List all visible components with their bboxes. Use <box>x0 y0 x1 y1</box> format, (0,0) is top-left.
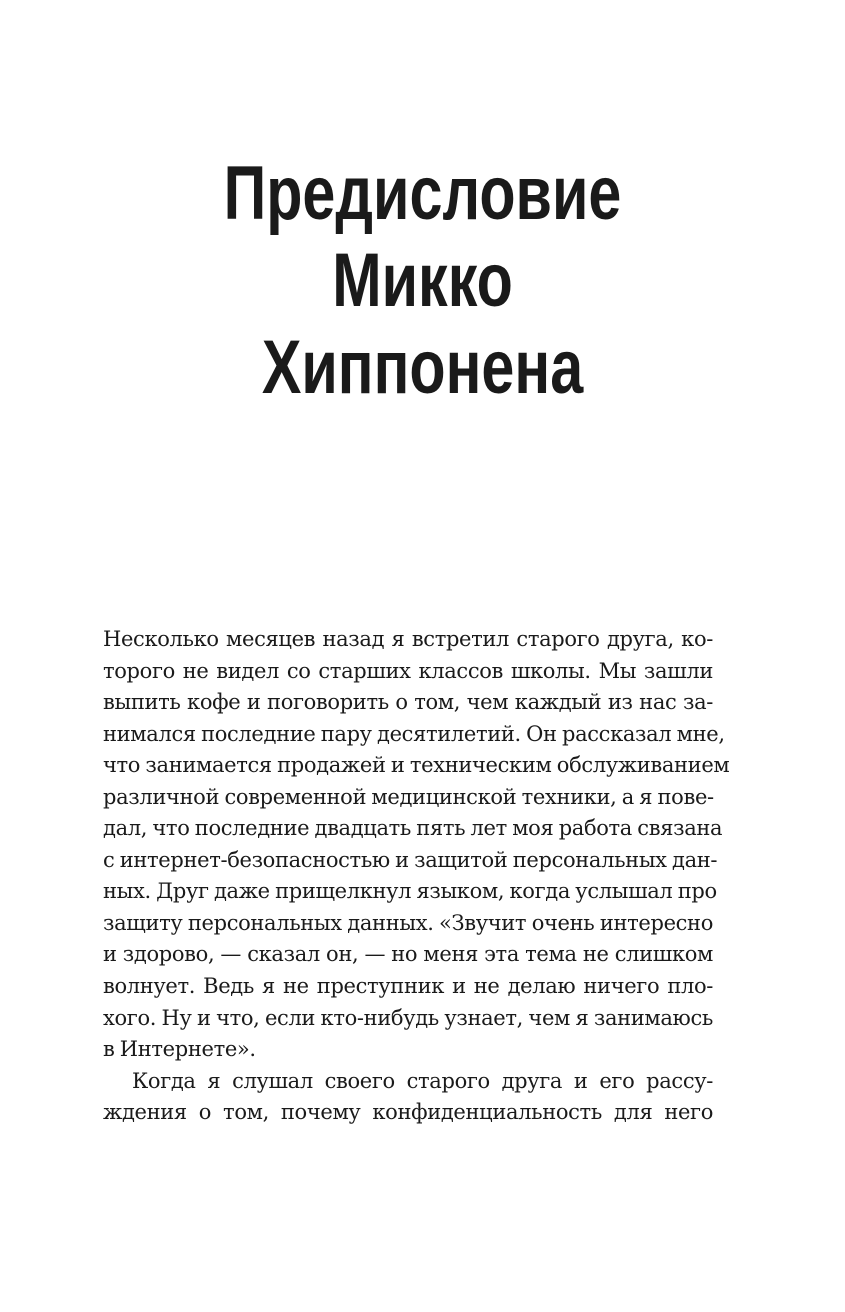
text-line: Несколько месяцев назад я встретил старого друга, ко- <box>103 627 713 651</box>
text-line: Когда я слушал своего старого друга и его рассу- <box>132 1068 713 1093</box>
text-line: волнует. Ведь я не преступник и не делаю ничего пло- <box>103 974 713 999</box>
text-line: ных. Друг даже прищелкнул языком, когда услышал про <box>103 879 717 904</box>
text-line: торого не видел со старших классов школы. Мы зашли <box>103 658 713 683</box>
paragraph <box>103 1066 713 1129</box>
text-line: ждения о том, почему конфиденциальность для него <box>103 1100 713 1125</box>
chapter-title-line: Хиппонена <box>261 325 584 410</box>
chapter-title-line: Предисловие <box>223 151 622 236</box>
text-line: различной современной медицинской техники, а я пове- <box>103 784 714 809</box>
text-line: нимался последние пару десятилетий. Он рассказал мне, <box>103 721 725 746</box>
paragraph <box>103 624 730 1066</box>
text-line: в Интернете». <box>103 1037 256 1062</box>
body-text <box>103 624 730 1129</box>
chapter-title <box>93 150 752 411</box>
text-line: хого. Ну и что, если кто-нибудь узнает, чем я занимаюсь <box>103 1005 713 1030</box>
text-line: с интернет-безопасностью и защитой персональных дан- <box>103 847 718 872</box>
text-line: и здорово, — сказал он, — но меня эта тема не слишком <box>103 942 713 967</box>
text-line: выпить кофе и поговорить о том, чем каждый из нас за- <box>103 690 713 715</box>
chapter-title-line: Микко <box>332 238 513 323</box>
text-line: дал, что последние двадцать пять лет моя работа связана <box>103 816 723 841</box>
text-line: защиту персональных данных. «Звучит очень интересно <box>103 910 713 935</box>
text-line: что занимается продажей и техническим обслуживанием <box>103 753 730 778</box>
